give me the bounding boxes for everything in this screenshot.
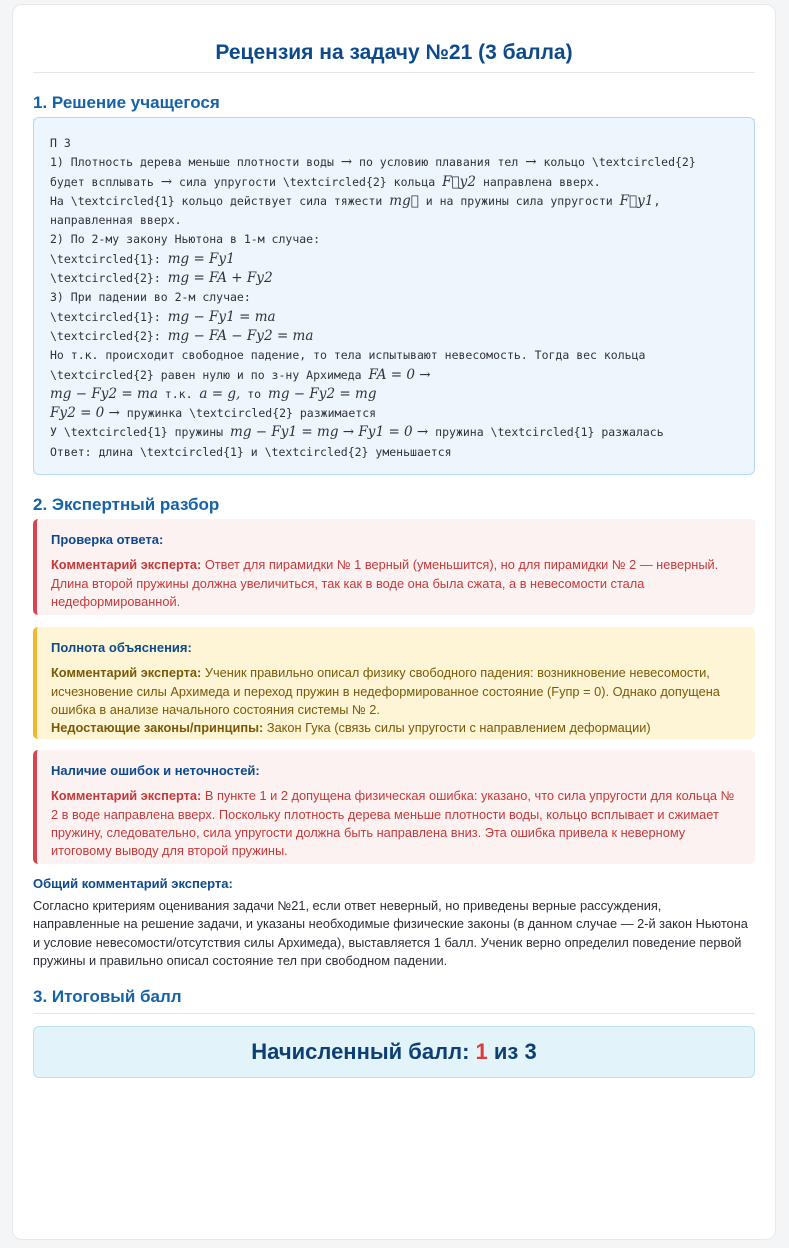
section-heading-expert-review: 2. Экспертный разбор <box>33 495 755 522</box>
section-heading-final-score: 3. Итоговый балл <box>33 987 755 1014</box>
solution-line: 1) Плотность дерева меньше плотности воды → по условию плавания тел → кольцо \textcircled{2} <box>50 154 696 171</box>
solution-line: На \textcircled{1} кольцо действует сила тяжести mg⃗ и на пружины сила упругости F⃗у1, <box>50 192 661 209</box>
solution-line: П 3 <box>50 136 71 150</box>
title-divider <box>33 72 755 73</box>
box-heading: Полнота объяснения: <box>51 640 192 655</box>
score-suffix: из 3 <box>487 1039 537 1064</box>
solution-line: 2) По 2-му закону Ньютона в 1-м случае: <box>50 232 321 247</box>
solution-line: \textcircled{2}: mg = FA + Fу2 <box>50 270 273 287</box>
solution-line: Но т.к. происходит свободное падение, то тела испытывают невесомость. Тогда вес кольца <box>50 348 646 363</box>
general-comment-text: Согласно критериям оценивания задачи №21, если ответ неверный, но приведены верные рассуждения, направленные на решение задачи, и указаны необходимые физические законы (в данном случае — 2-й закон Ньютона и условие невесомости/отсутствия силы Архимеда), выставляется 1 балл. Ученик верно определил поведение первой пружины и правильно описал состояние тел при свободном падении. <box>33 898 748 968</box>
solution-line: \textcircled{2} равен нулю и по з-ну Архимеда FA = 0 → <box>50 366 431 383</box>
score-value: 1 <box>475 1039 488 1064</box>
score-prefix: Начисленный балл: <box>251 1039 476 1064</box>
box-text: Комментарий эксперта: Ответ для пирамидки № 1 верный (уменьшится), но для пирамидки № 2 — неверный. Длина второй пружины должна увеличиться, так как в воде она была сжата, а в невесомости стала недеформированной. <box>51 557 719 609</box>
box-text: Комментарий эксперта: В пункте 1 и 2 допущена физическая ошибка: указано, что сила упругости для кольца № 2 в воде направлена вверх. Поскольку плотность дерева меньше плотности воды, кольцо всплывает и сжимает пружину, следовательно, сила упругости должна быть направлена вниз. Эта ошибка привела к неверному итоговому выводу для второй пружины. <box>51 788 735 859</box>
completeness-box <box>33 627 755 739</box>
solution-line: \textcircled{2}: mg − FA − Fу2 = ma <box>50 327 314 344</box>
solution-line: 3) При падении во 2-м случае: <box>50 290 251 305</box>
solution-line: У \textcircled{1} пружины mg − Fу1 = mg → Fу1 = 0 → пружина \textcircled{1} разжалась <box>50 424 664 441</box>
solution-line: \textcircled{1}: mg = Fу1 <box>50 250 235 267</box>
box-text: Недостающие законы/принципы: Закон Гука (связь силы упругости с направлением деформации) <box>51 720 651 736</box>
box-text: Комментарий эксперта: Ученик правильно описал физику свободного падения: возникновение невесомости, исчезновение силы Архимеда и переход пружин в недеформированное состояние (Fупр = 0). Однако допущена ошибка в анализе начального состояния системы № 2. <box>51 665 720 717</box>
solution-line: Fу2 = 0 → пружинка \textcircled{2} разжимается <box>50 405 377 422</box>
solution-line: mg − Fу2 = ma т.к. a = g, то mg − Fу2 = mg <box>50 385 377 402</box>
answer-check-box <box>33 519 755 615</box>
solution-line: будет всплывать → сила упругости \textcircled{2} кольца F⃗у2 направлена вверх. <box>50 173 601 190</box>
section-heading-student-solution: 1. Решение учащегося <box>33 93 755 120</box>
page-title: Рецензия на задачу №21 (3 балла) <box>215 41 573 64</box>
solution-line: Ответ: длина \textcircled{1} и \textcircled{2} уменьшается <box>50 444 452 459</box>
solution-line: \textcircled{1}: mg − Fу1 = ma <box>50 308 276 325</box>
review-card <box>12 4 776 1240</box>
student-solution-block <box>33 117 755 475</box>
final-score-box <box>33 1026 755 1078</box>
errors-box <box>33 750 755 864</box>
solution-line: направленная вверх. <box>50 213 182 228</box>
general-comment-heading: Общий комментарий эксперта: <box>33 876 233 891</box>
box-heading: Проверка ответа: <box>51 532 164 547</box>
box-heading: Наличие ошибок и неточностей: <box>51 763 260 778</box>
